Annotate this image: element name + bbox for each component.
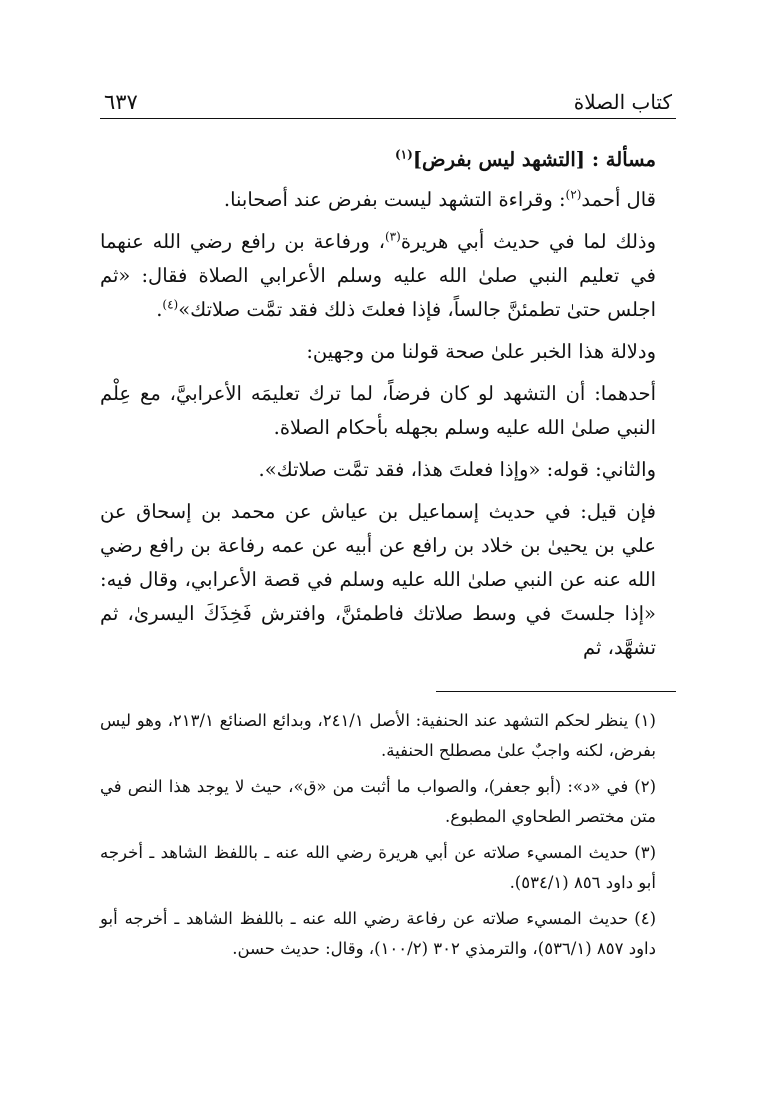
title-text: [التشهد ليس بفرض] bbox=[412, 148, 586, 171]
paragraph-5: والثاني: قوله: «وإذا فعلتَ هذا، فقد تمَّت صلاتك». bbox=[258, 458, 656, 481]
footnote bbox=[100, 838, 676, 898]
paragraph-4: أحدهما: أن التشهد لو كان فرضاً، لما ترك تعليمَه الأعرابيَّ، مع عِلْم النبي صلىٰ الله عليه وسلم بجهله بأحكام الصلاة. bbox=[100, 382, 656, 439]
footnote-text: ينظر لحكم التشهد عند الحنفية: الأصل ٢٤١/١، وبدائع الصنائع ٢١٣/١، وهو ليس بفرض، لكنه واجبٌ علىٰ مصطلح الحنفية. bbox=[100, 711, 656, 760]
footnotes bbox=[100, 706, 676, 964]
footnote bbox=[100, 772, 676, 832]
p1-before: قال أحمد bbox=[581, 188, 656, 211]
paragraph-6: فإن قيل: في حديث إسماعيل بن عياش عن محمد بن إسحاق عن علي بن يحيىٰ بن خلاد بن رافع عن أبيه عن عمه رفاعة بن رافع رضي الله عنه عن النبي صلىٰ الله عليه وسلم في قصة الأعرابي، وقال فيه: «إذا جلستَ في وسط صلاتك فاطمئنَّ، وافترش فَخِذَكَ اليسرىٰ، ثم تشهَّد، ثم bbox=[100, 500, 656, 659]
footnote-number: (٣) bbox=[634, 843, 656, 862]
footnote-divider bbox=[436, 691, 676, 692]
page-number: ٦٣٧ bbox=[104, 90, 138, 114]
p1-after: : وقراءة التشهد ليست بفرض عند أصحابنا. bbox=[223, 188, 566, 211]
title-label: مسألة : bbox=[585, 148, 656, 171]
footnote-text: حديث المسيء صلاته عن رفاعة رضي الله عنه ـ باللفظ الشاهد ـ أخرجه أبو داود ٨٥٧ (٥٣٦/١)، والترمذي ٣٠٢ (١٠٠/٢)، وقال: حديث حسن. bbox=[100, 909, 656, 958]
paragraph-2 bbox=[100, 225, 676, 327]
book-page bbox=[100, 80, 676, 970]
footnote-number: (١) bbox=[634, 711, 656, 730]
paragraph-1 bbox=[100, 183, 676, 217]
p2-middle: ، ورفاعة بن رافع رضي الله عنهما في تعليم النبي صلىٰ الله عليه وسلم الأعرابي الصلاة فقال: «ثم اجلس حتىٰ تطمئنَّ جالساً، فإذا فعلتَ ذلك فقد تمَّت صلاتك» bbox=[100, 230, 656, 321]
footnote-ref-1: (١) bbox=[394, 147, 413, 162]
header-divider bbox=[100, 118, 676, 119]
paragraph-3: ودلالة هذا الخبر علىٰ صحة قولنا من وجهين: bbox=[306, 340, 656, 363]
section-title bbox=[100, 143, 676, 177]
footnote bbox=[100, 706, 676, 766]
footnote-text: حديث المسيء صلاته عن أبي هريرة رضي الله عنه ـ باللفظ الشاهد ـ أخرجه أبو داود ٨٥٦ (٥٣٤/١). bbox=[100, 843, 656, 892]
footnote-text: في «د»: (أبو جعفر)، والصواب ما أثبت من «ق»، حيث لا يوجد هذا النص في متن مختصر الطحاوي المطبوع. bbox=[100, 777, 656, 826]
main-text bbox=[100, 143, 676, 665]
footnote-number: (٤) bbox=[634, 909, 656, 928]
p2-end: . bbox=[156, 298, 163, 321]
p2-before: وذلك لما في حديث أبي هريرة bbox=[400, 230, 656, 253]
running-header bbox=[100, 80, 676, 118]
footnote-ref-2: (٢) bbox=[565, 187, 582, 202]
footnote-ref-3: (٣) bbox=[384, 229, 401, 244]
footnote bbox=[100, 904, 676, 964]
book-title: كتاب الصلاة bbox=[573, 90, 672, 114]
footnote-ref-4: (٤) bbox=[162, 297, 179, 312]
footnote-number: (٢) bbox=[634, 777, 656, 796]
